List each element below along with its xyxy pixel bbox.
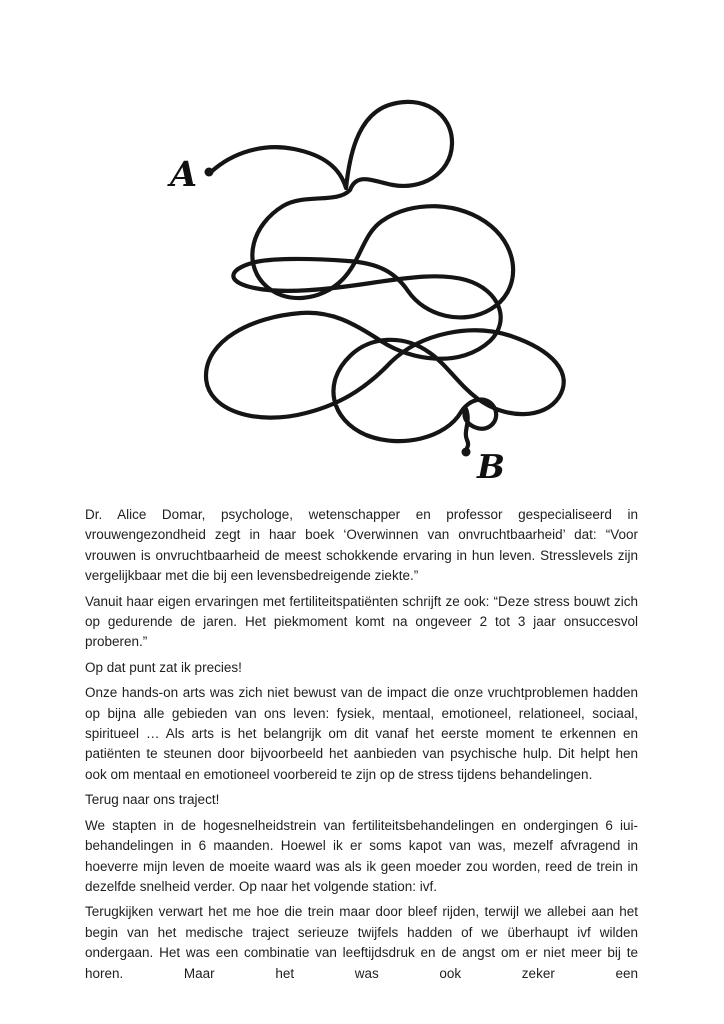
point-b-dot: [462, 448, 471, 457]
paragraph-domar-quote: Dr. Alice Domar, psychologe, wetenschapper en professor gespecialiseerd in vrouwengezondheid zegt in haar boek ‘Overwinnen van onvruchtbaarheid’ dat: “Voor vrouwen is onvruchtbaarheid de meest schokkende ervaring in hun leven. Stresslevels zijn vergelijkbaar met die bij een levensbedreigende ziekte.”: [85, 507, 638, 584]
scribble-illustration: [0, 0, 724, 500]
paragraph-hogesnelheidstrein: We stapten in de hogesnelheidstrein van fertiliteitsbehandelingen en ondergingen 6 iui-behandelingen in 6 maanden. Hoewel ik er soms kapot van was, mezelf afvragend in hoeverre mijn leven de moeite waard was als ik geen moeder zou worden, reed de trein in dezelfde snelheid verder. Op naar het volgende station: ivf.: [85, 817, 638, 894]
point-a-label: A: [170, 154, 198, 195]
body-text: [85, 505, 638, 984]
scribble-path: [206, 102, 564, 452]
paragraph-stress-buildup: Vanuit haar eigen ervaringen met fertiliteitspatiënten schrijft ze ook: “Deze stress bouwt zich op gedurende de jaren. Het piekmoment komt na ongeveer 2 tot 3 jaar onsuccesvol proberen.”: [85, 593, 638, 650]
point-a-dot: [205, 168, 214, 177]
tangled-path-drawing: [0, 0, 724, 500]
point-b-label: B: [477, 447, 505, 486]
paragraph-terugkijken: Terugkijken verwart het me hoe die trein maar door bleef rijden, terwijl we allebei aan het begin van het medische traject serieuze twijfels hadden of we überhaupt ivf wilden ondergaan. Het was een combinatie van leeftijdsdruk en de angst om er niet meer bij te horen. Maar het was ook zeker een: [85, 904, 638, 981]
paragraph-exclaim-precies: Op dat punt zat ik precies!: [85, 659, 242, 675]
paragraph-hands-on-arts: Onze hands-on arts was zich niet bewust van de impact die onze vruchtproblemen hadden op bijna alle gebieden van ons leven: fysiek, mentaal, emotioneel, relationeel, sociaal, spiritueel … Als arts is het belangrijk om dit vanaf het eerste moment te erkennen en patiënten te steunen door bijvoorbeeld het aanbieden van psychische hulp. Dit helpt hen ook om mentaal en emotioneel voorbereid te zijn op de stress tijdens behandelingen.: [85, 685, 638, 782]
paragraph-terug-traject: Terug naar ons traject!: [85, 792, 220, 808]
